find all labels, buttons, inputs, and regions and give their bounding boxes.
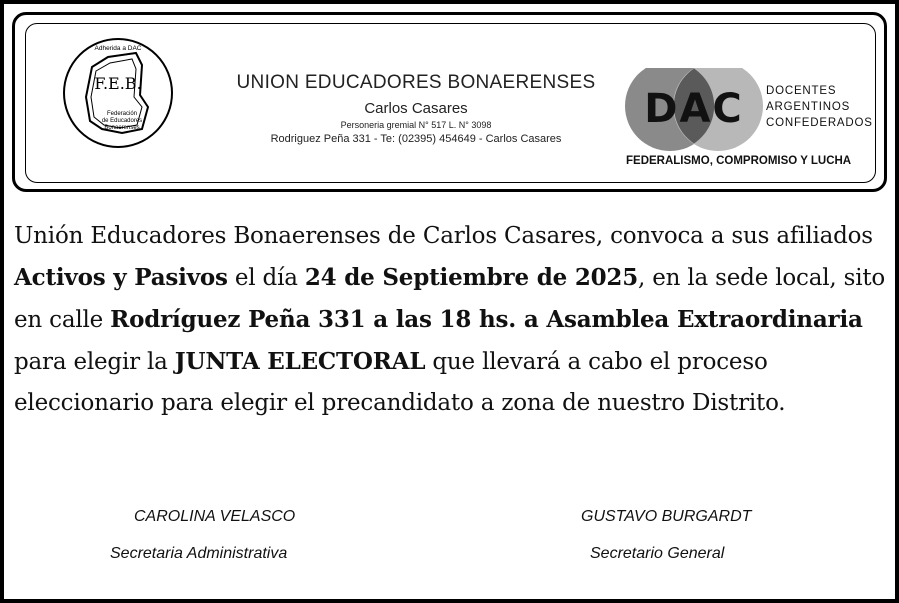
feb-initials: F.E.B. [94, 74, 142, 93]
signature-right-role: Secretario General [590, 545, 725, 562]
dac-line3: CONFEDERADOS [766, 117, 873, 129]
text-part-3: , en la sede local, sito en calle [14, 265, 886, 333]
text-part-1: Unión Educadores Bonaerenses de Carlos Casares, convoca a sus afiliados [14, 223, 873, 249]
letterhead [12, 12, 887, 192]
convocatoria-text [14, 216, 894, 424]
feb-logo [62, 37, 174, 149]
text-part-2: el día [227, 265, 305, 291]
signature-right-name: GUSTAVO BURGARDT [581, 508, 752, 525]
union-info [226, 72, 606, 145]
feb-name-line3: Bonaerenses [104, 125, 140, 131]
feb-name-line2: de Educadores [101, 118, 143, 124]
letterhead-frame [25, 23, 876, 183]
text-part-4: para elegir la [14, 349, 175, 375]
text-bold-4: JUNTA ELECTORAL [174, 348, 426, 375]
text-bold-3: Rodríguez Peña 331 a las 18 hs. a Asamblea Extraordinaria [110, 306, 863, 333]
dac-line2: ARGENTINOS [766, 101, 851, 113]
dac-logo [622, 68, 892, 178]
text-part-5: que llevará a cabo el proceso eleccionario para elegir el precandidato a zona de nuestro Distrito. [14, 349, 786, 416]
signature-left-name: CAROLINA VELASCO [134, 508, 296, 525]
union-address: Rodriguez Peña 331 - Te: (02395) 454649 - Carlos Casares [270, 133, 562, 145]
union-city: Carlos Casares [364, 100, 468, 117]
dac-slogan: FEDERALISMO, COMPROMISO Y LUCHA [626, 155, 852, 167]
feb-adherida: Adherida a DAC [94, 45, 142, 52]
text-bold-1: Activos y Pasivos [14, 264, 228, 291]
feb-name-line1: Federación [106, 111, 138, 117]
signature-left-role: Secretaria Administrativa [110, 545, 288, 562]
dac-line1: DOCENTES [766, 85, 837, 97]
text-bold-2: 24 de Septiembre de 2025 [304, 264, 639, 291]
dac-letters: DAC [644, 86, 744, 132]
union-personeria: Personeria gremial N° 517 L. N° 3098 [340, 120, 492, 130]
union-name: UNION EDUCADORES BONAERENSES [236, 72, 596, 93]
